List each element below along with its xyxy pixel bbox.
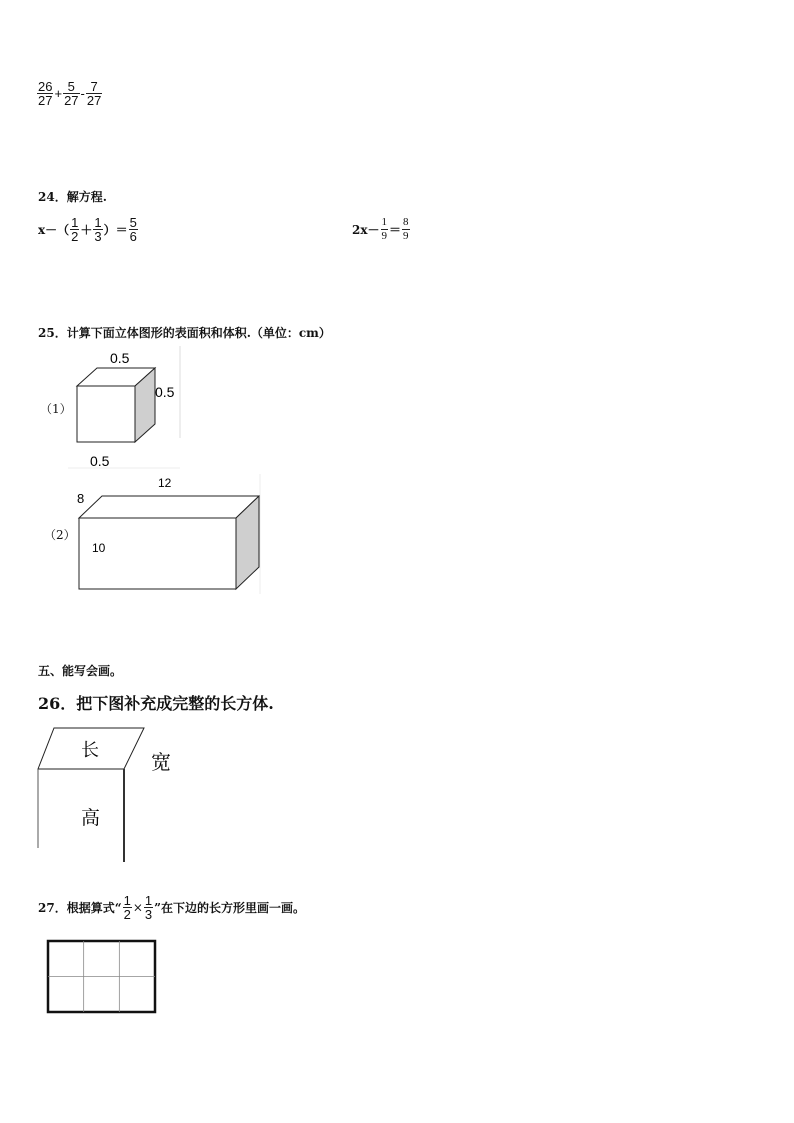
top-expression bbox=[36, 80, 103, 107]
numerator: 8 bbox=[403, 216, 409, 228]
operator-times: × bbox=[132, 900, 143, 915]
cube-front-face bbox=[77, 386, 135, 442]
denominator: 3 bbox=[94, 229, 102, 244]
numerator: 5 bbox=[129, 215, 137, 230]
drawing-rectangle[interactable] bbox=[46, 938, 160, 1016]
numerator: 1 bbox=[381, 216, 388, 228]
numerator: 1 bbox=[144, 893, 153, 908]
denominator: 2 bbox=[71, 229, 79, 244]
q26-title: 26．把下图补充成完整的长方体. bbox=[38, 694, 274, 713]
fraction bbox=[381, 216, 389, 243]
eq2-lhs: 2x－ bbox=[352, 223, 380, 237]
denominator: 2 bbox=[123, 907, 131, 922]
height-label: 高 bbox=[81, 808, 101, 829]
denominator: 9 bbox=[403, 230, 409, 242]
denominator: 27 bbox=[64, 93, 79, 108]
eq1-close: ）＝ bbox=[103, 223, 128, 237]
denominator: 9 bbox=[381, 230, 388, 242]
fraction bbox=[129, 216, 138, 243]
fraction bbox=[402, 216, 410, 243]
numerator: 1 bbox=[123, 893, 131, 908]
fig2-label: （2） bbox=[44, 528, 76, 542]
section5-title: 五、能写会画。 bbox=[38, 664, 123, 678]
denominator: 27 bbox=[86, 93, 102, 108]
eq1-lhs: x－（ bbox=[38, 223, 70, 237]
q25-title: 25．计算下面立体图形的表面积和体积.（单位：cm） bbox=[38, 326, 331, 340]
fraction bbox=[37, 80, 53, 107]
cuboid-height-label: 10 bbox=[92, 541, 106, 555]
operator-minus: - bbox=[80, 86, 85, 101]
numerator: 26 bbox=[38, 79, 53, 94]
fraction bbox=[63, 80, 79, 107]
cuboid-top-face bbox=[79, 496, 259, 518]
denominator: 6 bbox=[129, 229, 137, 244]
width-label: 宽 bbox=[151, 752, 171, 774]
cube-bottom-label: 0.5 bbox=[90, 453, 110, 469]
cube-right-label: 0.5 bbox=[155, 384, 175, 400]
incomplete-cuboid-figure bbox=[34, 720, 234, 870]
fraction bbox=[93, 216, 102, 243]
numerator: 1 bbox=[71, 215, 79, 230]
denominator: 3 bbox=[144, 907, 153, 922]
denominator: 27 bbox=[38, 93, 53, 108]
length-label: 长 bbox=[81, 740, 99, 760]
q27-suffix: ”在下边的长方形里画一画。 bbox=[154, 901, 306, 915]
q24-equation-1 bbox=[38, 216, 139, 243]
cuboid-figure bbox=[72, 472, 262, 596]
cube-figure bbox=[68, 346, 188, 472]
q27-title bbox=[38, 894, 305, 921]
q24-equation-2 bbox=[352, 216, 411, 243]
numerator: 7 bbox=[86, 80, 102, 94]
q27-prefix: 27．根据算式“ bbox=[38, 901, 122, 915]
q24-title: 24．解方程. bbox=[38, 190, 107, 204]
fraction bbox=[144, 894, 153, 921]
operator-plus: + bbox=[54, 86, 63, 101]
fig1-label: （1） bbox=[40, 402, 72, 416]
cuboid-length-label: 12 bbox=[158, 476, 172, 490]
eq2-equals: ＝ bbox=[389, 223, 402, 237]
numerator: 5 bbox=[63, 80, 79, 94]
fraction bbox=[86, 80, 102, 107]
fraction bbox=[70, 216, 79, 243]
cuboid-depth-label: 8 bbox=[77, 491, 85, 506]
operator-plus: ＋ bbox=[80, 223, 93, 237]
fraction bbox=[123, 894, 132, 921]
numerator: 1 bbox=[94, 215, 102, 230]
cube-top-label: 0.5 bbox=[110, 350, 130, 366]
